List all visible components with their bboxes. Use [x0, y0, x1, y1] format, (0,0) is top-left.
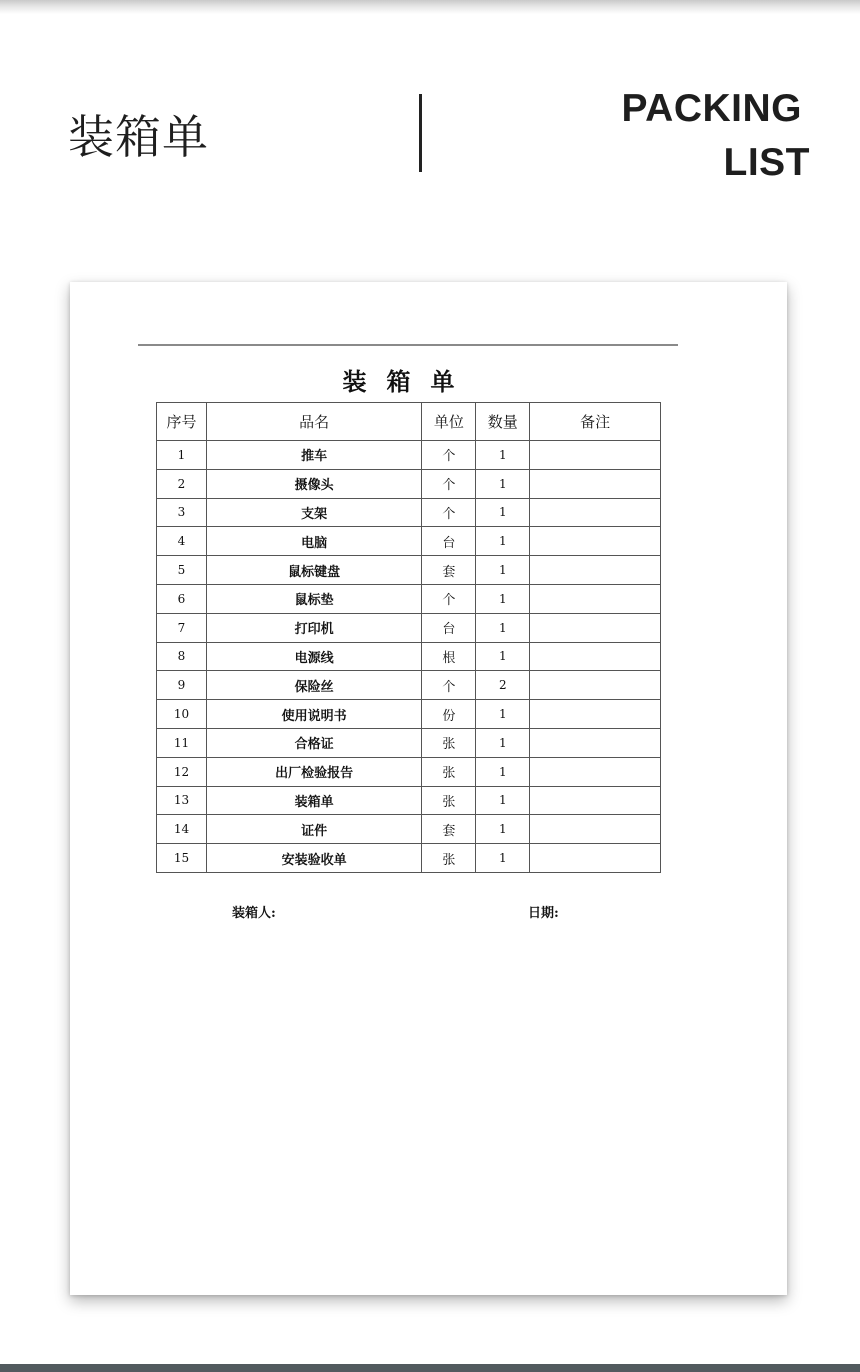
table-row	[157, 815, 661, 844]
table-row	[157, 728, 661, 757]
cell-qty: 1	[476, 642, 530, 671]
cell-name: 打印机	[206, 613, 422, 642]
cell-qty: 1	[476, 757, 530, 786]
cell-qty: 1	[476, 613, 530, 642]
table-row	[157, 584, 661, 613]
cell-unit: 份	[422, 700, 476, 729]
cell-name: 推车	[206, 441, 422, 470]
column-header-qty: 数量	[476, 403, 530, 441]
cell-no: 9	[157, 671, 207, 700]
cell-remark	[530, 700, 661, 729]
cell-no: 14	[157, 815, 207, 844]
header-divider	[419, 94, 422, 172]
cell-remark	[530, 815, 661, 844]
cell-qty: 1	[476, 469, 530, 498]
column-header-remark: 备注	[530, 403, 661, 441]
table-row	[157, 469, 661, 498]
cell-name: 合格证	[206, 728, 422, 757]
table-header-row	[157, 403, 661, 441]
cell-name: 电脑	[206, 527, 422, 556]
table-row	[157, 527, 661, 556]
cell-name: 电源线	[206, 642, 422, 671]
cell-no: 1	[157, 441, 207, 470]
column-header-unit: 单位	[422, 403, 476, 441]
header-title-en-line2: LIST	[723, 141, 810, 184]
table-row	[157, 786, 661, 815]
table-row	[157, 671, 661, 700]
table-row	[157, 642, 661, 671]
packer-label: 装箱人:	[232, 906, 276, 921]
cell-no: 5	[157, 556, 207, 585]
cell-no: 15	[157, 844, 207, 873]
cell-no: 13	[157, 786, 207, 815]
cell-remark	[530, 469, 661, 498]
cell-qty: 1	[476, 556, 530, 585]
column-header-name: 品名	[206, 403, 422, 441]
cell-qty: 1	[476, 498, 530, 527]
cell-qty: 1	[476, 441, 530, 470]
bottom-bar	[0, 1364, 860, 1372]
header-title-cn: 装箱单	[68, 110, 209, 164]
cell-name: 使用说明书	[206, 700, 422, 729]
cell-unit: 个	[422, 498, 476, 527]
table-row	[157, 844, 661, 873]
cell-no: 10	[157, 700, 207, 729]
cell-unit: 根	[422, 642, 476, 671]
cell-qty: 1	[476, 527, 530, 556]
cell-unit: 个	[422, 441, 476, 470]
cell-unit: 张	[422, 728, 476, 757]
header-title-en	[622, 82, 810, 190]
cell-name: 证件	[206, 815, 422, 844]
cell-no: 12	[157, 757, 207, 786]
packing-list-table	[156, 402, 661, 873]
cell-no: 6	[157, 584, 207, 613]
cell-qty: 1	[476, 844, 530, 873]
cell-qty: 1	[476, 584, 530, 613]
top-shadow-band	[0, 0, 860, 14]
cell-remark	[530, 441, 661, 470]
date-label: 日期:	[528, 906, 559, 921]
document-title: 装箱单	[342, 367, 475, 396]
cell-name: 摄像头	[206, 469, 422, 498]
table-body	[157, 441, 661, 873]
cell-name: 鼠标垫	[206, 584, 422, 613]
cell-name: 装箱单	[206, 786, 422, 815]
cell-remark	[530, 844, 661, 873]
cell-no: 4	[157, 527, 207, 556]
cell-unit: 套	[422, 556, 476, 585]
table-row	[157, 556, 661, 585]
document-sheet	[70, 282, 787, 1295]
cell-remark	[530, 757, 661, 786]
cell-name: 支架	[206, 498, 422, 527]
cell-no: 7	[157, 613, 207, 642]
cell-remark	[530, 584, 661, 613]
table-row	[157, 700, 661, 729]
cell-unit: 个	[422, 469, 476, 498]
cell-qty: 1	[476, 786, 530, 815]
cell-remark	[530, 786, 661, 815]
cell-qty: 1	[476, 700, 530, 729]
cell-no: 8	[157, 642, 207, 671]
cell-unit: 个	[422, 584, 476, 613]
document-top-rule	[138, 344, 678, 346]
cell-name: 安装验收单	[206, 844, 422, 873]
cell-unit: 张	[422, 757, 476, 786]
cell-remark	[530, 642, 661, 671]
cell-unit: 台	[422, 613, 476, 642]
cell-remark	[530, 613, 661, 642]
table-row	[157, 757, 661, 786]
cell-name: 出厂检验报告	[206, 757, 422, 786]
column-header-no: 序号	[157, 403, 207, 441]
header-title-en-line1: PACKING	[621, 87, 802, 130]
table-row	[157, 498, 661, 527]
cell-name: 鼠标键盘	[206, 556, 422, 585]
cell-remark	[530, 556, 661, 585]
cell-no: 3	[157, 498, 207, 527]
cell-remark	[530, 527, 661, 556]
cell-name: 保险丝	[206, 671, 422, 700]
table-row	[157, 613, 661, 642]
cell-remark	[530, 498, 661, 527]
cell-unit: 张	[422, 786, 476, 815]
cell-unit: 套	[422, 815, 476, 844]
cell-unit: 张	[422, 844, 476, 873]
cell-qty: 2	[476, 671, 530, 700]
cell-qty: 1	[476, 815, 530, 844]
cell-no: 2	[157, 469, 207, 498]
cell-unit: 台	[422, 527, 476, 556]
cell-no: 11	[157, 728, 207, 757]
table-row	[157, 441, 661, 470]
cell-qty: 1	[476, 728, 530, 757]
cell-remark	[530, 728, 661, 757]
cell-unit: 个	[422, 671, 476, 700]
cell-remark	[530, 671, 661, 700]
